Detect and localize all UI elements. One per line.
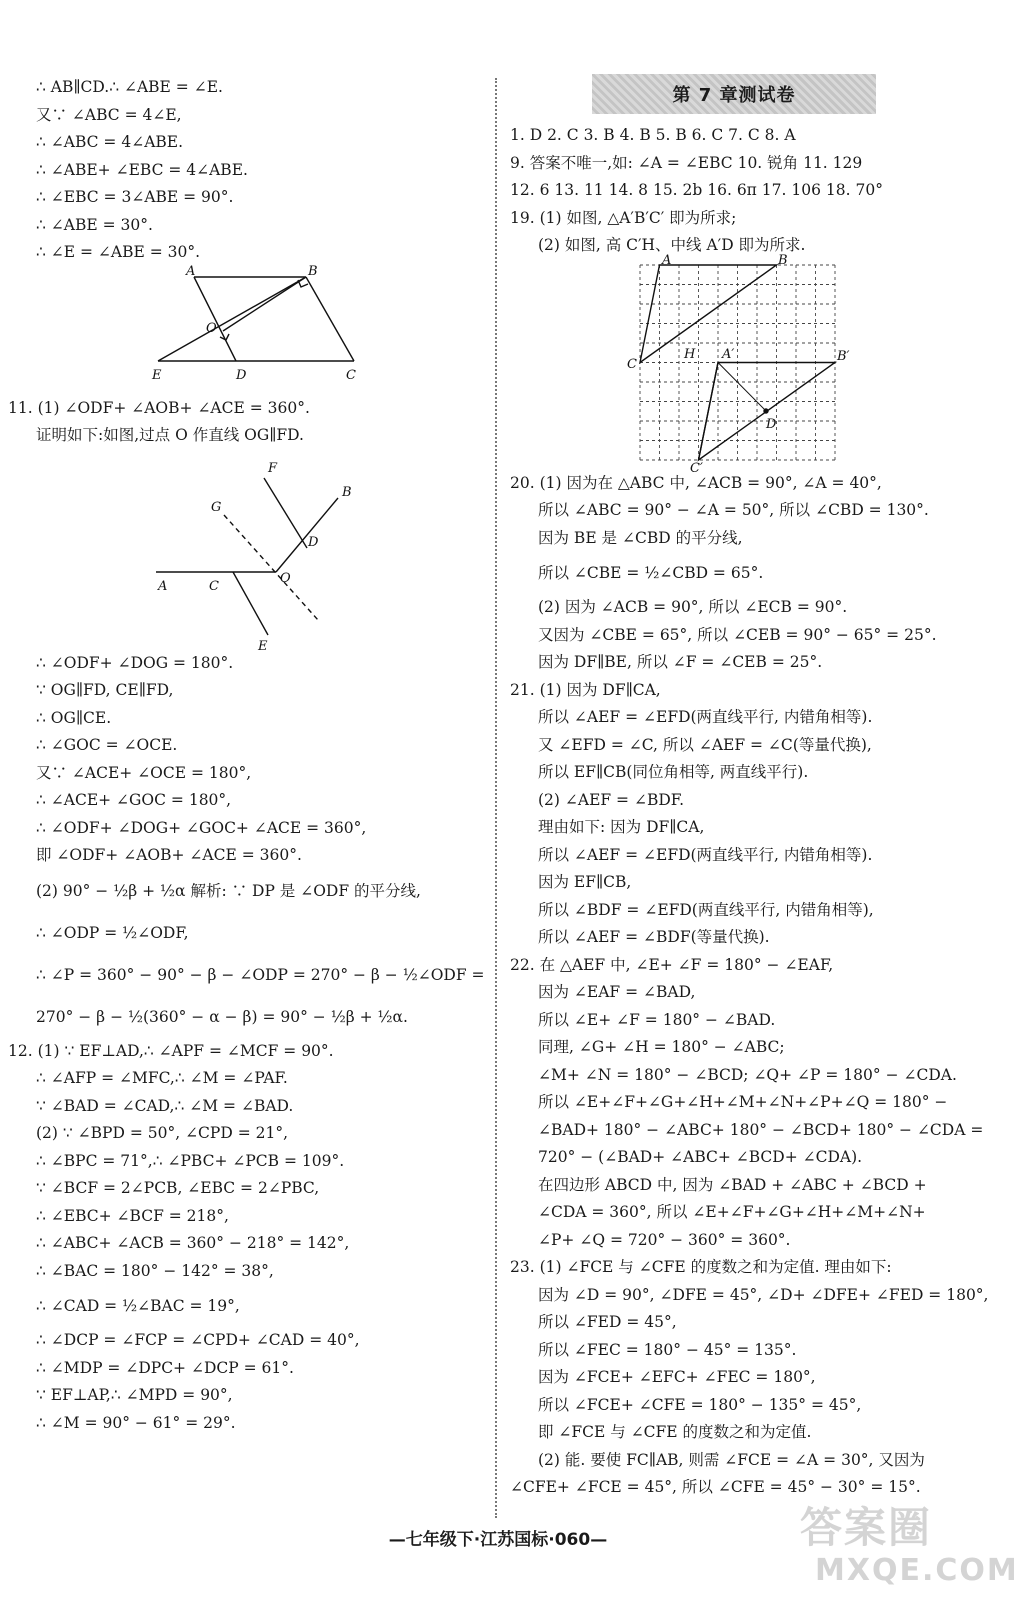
- proof-line: ∴ ∠AFP = ∠MFC,∴ ∠M = ∠PAF.: [36, 1069, 288, 1087]
- q20-line: (2) 因为 ∠ACB = 90°, 所以 ∠ECB = 90°.: [538, 598, 848, 616]
- q23-line: 因为 ∠FCE+ ∠EFC+ ∠FEC = 180°,: [538, 1368, 816, 1386]
- fig2-label-d: D: [308, 534, 319, 550]
- fig2-label-g: G: [211, 499, 222, 515]
- proof-line: ∴ ∠CAD = ½∠BAC = 19°,: [36, 1297, 240, 1315]
- q23-line: 所以 ∠FEC = 180° − 45° = 135°.: [538, 1340, 797, 1359]
- q22-line: 因为 ∠EAF = ∠BAD,: [538, 983, 696, 1001]
- proof-line: (2) 90° − ½β + ½α 解析: ∵ DP 是 ∠ODF 的平分线,: [36, 881, 421, 900]
- grid-figure: [510, 252, 980, 476]
- q21-line: 所以 ∠AEF = ∠EFD(两直线平行, 内错角相等).: [538, 708, 873, 726]
- left-column: [8, 74, 486, 1437]
- column-divider: [495, 78, 497, 1518]
- grid-label-b-prime: B′: [837, 348, 850, 364]
- fig1-label-b: B: [308, 263, 318, 279]
- fig2-label-c: C: [209, 578, 219, 594]
- proof-line: ∴ ∠ACE+ ∠GOC = 180°,: [36, 791, 232, 809]
- q19-line: 19. (1) 如图, △A′B′C′ 即为所求;: [510, 208, 737, 227]
- proof-line: 又∵ ∠ABC = 4∠E,: [36, 105, 182, 124]
- answer-line: 1. D 2. C 3. B 4. B 5. B 6. C 7. C 8. A: [510, 126, 796, 144]
- fig2-label-o: O: [280, 570, 291, 586]
- proof-line: ∴ ∠E = ∠ABE = 30°.: [36, 243, 201, 261]
- fig2-label-b: B: [342, 484, 352, 500]
- q21-line: (2) ∠AEF = ∠BDF.: [538, 790, 685, 809]
- q23-line: 23. (1) ∠FCE 与 ∠CFE 的度数之和为定值. 理由如下:: [510, 1258, 892, 1276]
- q21-line: 理由如下: 因为 DF∥CA,: [538, 818, 705, 836]
- q19: [510, 205, 980, 260]
- proof-line: 即 ∠ODF+ ∠AOB+ ∠ACE = 360°.: [36, 846, 302, 864]
- q22-line: 所以 ∠E+ ∠F = 180° − ∠BAD.: [538, 1010, 776, 1029]
- parallel-lines-figure: [36, 450, 486, 654]
- q22-line: ∠BAD+ 180° − ∠ABC+ 180° − ∠BCD+ 180° − ∠CDA =: [538, 1120, 984, 1139]
- proof-line: ∴ ∠ABC = 4∠ABE.: [36, 133, 184, 151]
- grid-label-c-prime: C′: [690, 460, 703, 476]
- q21-line: 因为 EF∥CB,: [538, 873, 632, 891]
- grid-label-b: B: [778, 252, 788, 268]
- parallelogram-figure: [36, 263, 486, 395]
- q23-line: 即 ∠FCE 与 ∠CFE 的度数之和为定值.: [538, 1423, 812, 1441]
- proof-a: [36, 74, 486, 267]
- q22-line: 所以 ∠E+∠F+∠G+∠H+∠M+∠N+∠P+∠Q = 180° −: [538, 1093, 948, 1111]
- q21-line: 所以 ∠AEF = ∠BDF(等量代换).: [538, 928, 770, 946]
- right-column: [510, 74, 989, 1502]
- q20-line: 因为 DF∥BE, 所以 ∠F = ∠CEB = 25°.: [538, 653, 823, 671]
- proof-line: ∴ ∠ODF+ ∠DOG = 180°.: [36, 653, 234, 672]
- q22-line: 720° − (∠BAD+ ∠ABC+ ∠BCD+ ∠CDA).: [538, 1148, 863, 1166]
- q20: [510, 470, 980, 677]
- answer-line: 9. 答案不唯一,如: ∠A = ∠EBC 10. 锐角 11. 129: [510, 153, 863, 172]
- q21-line: 所以 ∠BDF = ∠EFD(两直线平行, 内错角相等),: [538, 900, 874, 919]
- fig2-label-a: A: [158, 578, 168, 594]
- fig2-label-e: E: [258, 638, 268, 654]
- q21-line: 又 ∠EFD = ∠C, 所以 ∠AEF = ∠C(等量代换),: [538, 735, 872, 754]
- q23-line: (2) 能. 要使 FC∥AB, 则需 ∠FCE = ∠A = 30°, 又因为: [538, 1450, 925, 1469]
- proof-line: ∴ ∠ODF+ ∠DOG+ ∠GOC+ ∠ACE = 360°,: [36, 818, 367, 837]
- proof-line: ∴ ∠ABE = 30°.: [36, 215, 153, 234]
- q12: [8, 1038, 486, 1438]
- proof-line: ∴ ∠BAC = 180° − 142° = 38°,: [36, 1261, 274, 1280]
- q23-line: 因为 ∠D = 90°, ∠DFE = 45°, ∠D+ ∠DFE+ ∠FED = 180°,: [538, 1285, 989, 1304]
- q20-line: 所以 ∠ABC = 90° − ∠A = 50°, 所以 ∠CBD = 130°.: [538, 501, 929, 519]
- q20-line: 20. (1) 因为在 △ABC 中, ∠ACB = 90°, ∠A = 40°,: [510, 473, 882, 492]
- fig1-label-a: A: [186, 263, 196, 279]
- proof-line: ∴ ∠ODP = ½∠ODF,: [36, 923, 189, 942]
- q22-line: ∠P+ ∠Q = 720° − 360° = 360°.: [538, 1230, 791, 1249]
- answer-line: 12. 6 13. 11 14. 8 15. 2b 16. 6π 17. 106 18. 70°: [510, 181, 883, 199]
- q12-heading: 12. (1) ∵ EF⊥AD,∴ ∠APF = ∠MCF = 90°.: [8, 1041, 334, 1060]
- proof-line: ∴ ∠MDP = ∠DPC+ ∠DCP = 61°.: [36, 1358, 294, 1377]
- q19-line: (2) 如图, 高 C′H、中线 A′D 即为所求.: [538, 236, 806, 254]
- proof-line: ∵ ∠BAD = ∠CAD,∴ ∠M = ∠BAD.: [36, 1096, 294, 1115]
- q20-line: 所以 ∠CBE = ½∠CBD = 65°.: [538, 564, 764, 582]
- proof-line: ∴ ∠GOC = ∠OCE.: [36, 736, 178, 754]
- proof-line: ∴ ∠P = 360° − 90° − β − ∠ODP = 270° − β − ½∠ODF =: [36, 965, 485, 984]
- proof-line: ∵ ∠BCF = 2∠PCB, ∠EBC = 2∠PBC,: [36, 1179, 320, 1197]
- q22-line: ∠CDA = 360°, 所以 ∠E+∠F+∠G+∠H+∠M+∠N+: [538, 1203, 926, 1221]
- proof-line: ∴ ∠EBC = 3∠ABE = 90°.: [36, 188, 234, 206]
- q22-line: 22. 在 △AEF 中, ∠E+ ∠F = 180° − ∠EAF,: [510, 955, 834, 974]
- proof-line: ∴ ∠M = 90° − 61° = 29°.: [36, 1413, 236, 1432]
- proof-line: ∵ EF⊥AP,∴ ∠MPD = 90°,: [36, 1386, 233, 1404]
- q22-line: 同理, ∠G+ ∠H = 180° − ∠ABC;: [538, 1038, 785, 1056]
- grid-label-a: A: [662, 252, 672, 268]
- proof-b: [36, 650, 486, 870]
- fig1-label-c: C: [346, 367, 356, 383]
- q23-line: ∠CFE+ ∠FCE = 45°, 所以 ∠CFE = 45° − 30° = 15°.: [510, 1478, 921, 1496]
- q21-line: 21. (1) 因为 DF∥CA,: [510, 680, 661, 699]
- answer-key: [510, 122, 980, 205]
- proof-line: ∴ OG∥CE.: [36, 708, 112, 727]
- proof-line: ∴ ∠DCP = ∠FCP = ∠CPD+ ∠CAD = 40°,: [36, 1331, 360, 1349]
- watermark-line1: 答案圈: [800, 1503, 933, 1552]
- proof-line: ∴ ∠BPC = 71°,∴ ∠PBC+ ∠PCB = 109°.: [36, 1151, 345, 1170]
- proof-line: ∴ AB∥CD.∴ ∠ABE = ∠E.: [36, 78, 223, 96]
- q23-line: 所以 ∠FED = 45°,: [538, 1313, 677, 1331]
- grid-label-a-prime: A′: [722, 346, 735, 362]
- proof-line: ∴ ∠ABE+ ∠EBC = 4∠ABE.: [36, 160, 248, 179]
- proof-line: (2) ∵ ∠BPD = 50°, ∠CPD = 21°,: [36, 1124, 289, 1142]
- fig1-label-d: D: [236, 367, 247, 383]
- watermark-logo: [780, 1495, 1019, 1595]
- proof-line: ∵ OG∥FD, CE∥FD,: [36, 681, 174, 699]
- q23-line: 所以 ∠FCE+ ∠CFE = 180° − 135° = 45°,: [538, 1395, 862, 1414]
- q21-line: 所以 EF∥CB(同位角相等, 两直线平行).: [538, 763, 809, 781]
- grid-label-h: H: [684, 346, 696, 362]
- grid-label-d: D: [766, 416, 777, 432]
- q21-line: 所以 ∠AEF = ∠EFD(两直线平行, 内错角相等).: [538, 845, 873, 864]
- proof-line: ∴ ∠ABC+ ∠ACB = 360° − 218° = 142°,: [36, 1234, 350, 1252]
- q22: [510, 952, 984, 1255]
- section-title: 第 7 章测试卷: [592, 74, 876, 114]
- q22-line: ∠M+ ∠N = 180° − ∠BCD; ∠Q+ ∠P = 180° − ∠CDA.: [538, 1065, 957, 1084]
- proof-line: ∴ ∠EBC+ ∠BCF = 218°,: [36, 1206, 229, 1225]
- grid-label-c: C: [627, 356, 637, 372]
- q21: [510, 677, 980, 952]
- q11-heading: 11. (1) ∠ODF+ ∠AOB+ ∠ACE = 360°.: [8, 398, 310, 417]
- fig2-label-f: F: [268, 460, 278, 476]
- fig1-label-o: O: [206, 320, 217, 336]
- fig1-label-e: E: [152, 367, 162, 383]
- q20-line: 又因为 ∠CBE = 65°, 所以 ∠CEB = 90° − 65° = 25°.: [538, 625, 937, 644]
- proof-line: 又∵ ∠ACE+ ∠OCE = 180°,: [36, 763, 252, 782]
- q11-intro: 证明如下:如图,过点 O 作直线 OG∥FD.: [36, 426, 304, 444]
- proof-line: 270° − β − ½(360° − α − β) = 90° − ½β + ½α.: [36, 1007, 408, 1026]
- q20-line: 因为 BE 是 ∠CBD 的平分线,: [538, 528, 743, 547]
- q23: [510, 1254, 989, 1502]
- q22-line: 在四边形 ABCD 中, 因为 ∠BAD + ∠ABC + ∠BCD +: [538, 1175, 927, 1194]
- proof-c: [36, 870, 486, 1038]
- watermark-line2: MXQE.COM: [815, 1553, 1019, 1588]
- page-footer: —七年级下·江苏国标·060—: [388, 1530, 608, 1550]
